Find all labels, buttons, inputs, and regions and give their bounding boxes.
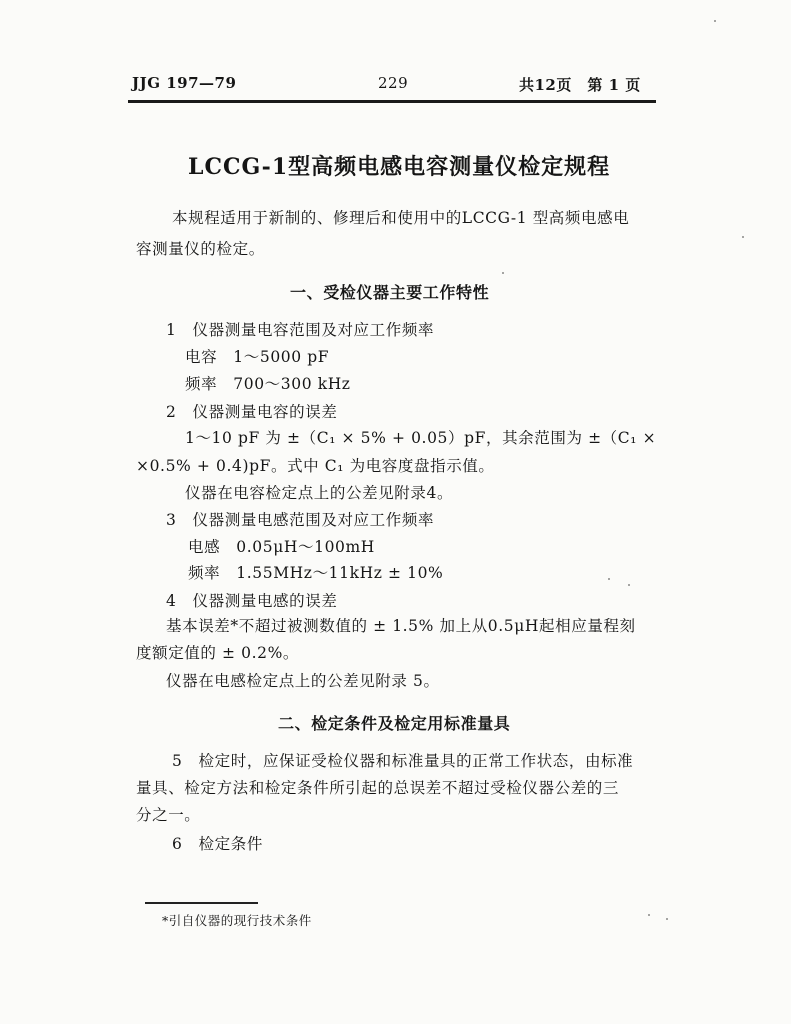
- document-title: LCCG-1型高频电感电容测量仪检定规程: [188, 154, 611, 180]
- item-3-title: 3 仪器测量电感范围及对应工作频率: [166, 511, 435, 529]
- page-number: 229: [378, 74, 409, 92]
- item-6-title: 6 检定条件: [172, 835, 263, 853]
- scan-speck: [666, 918, 668, 920]
- item-4-line-2: 度额定值的 ± 0.2%。: [136, 644, 300, 662]
- item-1-capacitance: 电容 1～5000 pF: [185, 348, 330, 366]
- section-1-heading: 一、受检仪器主要工作特性: [290, 283, 490, 302]
- footnote: *引自仪器的现行技术条件: [162, 913, 312, 928]
- scan-speck: [714, 20, 716, 22]
- scan-speck: [608, 578, 610, 580]
- scan-speck: [628, 584, 630, 586]
- item-5-line-1: 5 检定时，应保证受检仪器和标准量具的正常工作状态，由标准: [172, 752, 634, 770]
- pages-info: 共12页 第 1 页: [519, 76, 641, 94]
- item-4-title: 4 仪器测量电感的误差: [166, 592, 338, 610]
- item-2-title: 2 仪器测量电容的误差: [166, 403, 338, 421]
- scan-speck: [648, 914, 650, 916]
- section-2-heading: 二、检定条件及检定用标准量具: [278, 714, 511, 733]
- item-1-frequency: 频率 700～300 kHz: [185, 375, 351, 393]
- intro-line-2: 容测量仪的检定。: [136, 240, 265, 258]
- scan-speck: [742, 236, 744, 238]
- footnote-rule: [145, 902, 258, 904]
- standard-code: JJG 197—79: [132, 74, 237, 92]
- item-4-line-3: 仪器在电感检定点上的公差见附录 5。: [166, 672, 440, 690]
- item-2-line-1: 1～10 pF 为 ±（C₁ × 5% + 0.05）pF，其余范围为 ±（C₁ ×: [185, 429, 657, 447]
- header-rule: [128, 100, 656, 103]
- item-5-line-2: 量具、检定方法和检定条件所引起的总误差不超过受检仪器公差的三: [136, 779, 620, 797]
- item-2-line-3: 仪器在电容检定点上的公差见附录4。: [185, 484, 454, 502]
- item-1-title: 1 仪器测量电容范围及对应工作频率: [166, 321, 435, 339]
- intro-line-1: 本规程适用于新制的、修理后和使用中的LCCG-1 型高频电感电: [172, 209, 630, 227]
- item-5-line-3: 分之一。: [136, 806, 201, 824]
- item-2-line-2: ×0.5% + 0.4)pF。式中 C₁ 为电容度盘指示值。: [136, 457, 495, 475]
- scan-speck: [502, 272, 504, 274]
- item-4-line-1: 基本误差*不超过被测数值的 ± 1.5% 加上从0.5μH起相应量程刻: [166, 617, 636, 635]
- item-3-inductance: 电感 0.05μH～100mH: [188, 538, 375, 556]
- item-3-frequency: 频率 1.55MHz～11kHz ± 10%: [188, 564, 444, 582]
